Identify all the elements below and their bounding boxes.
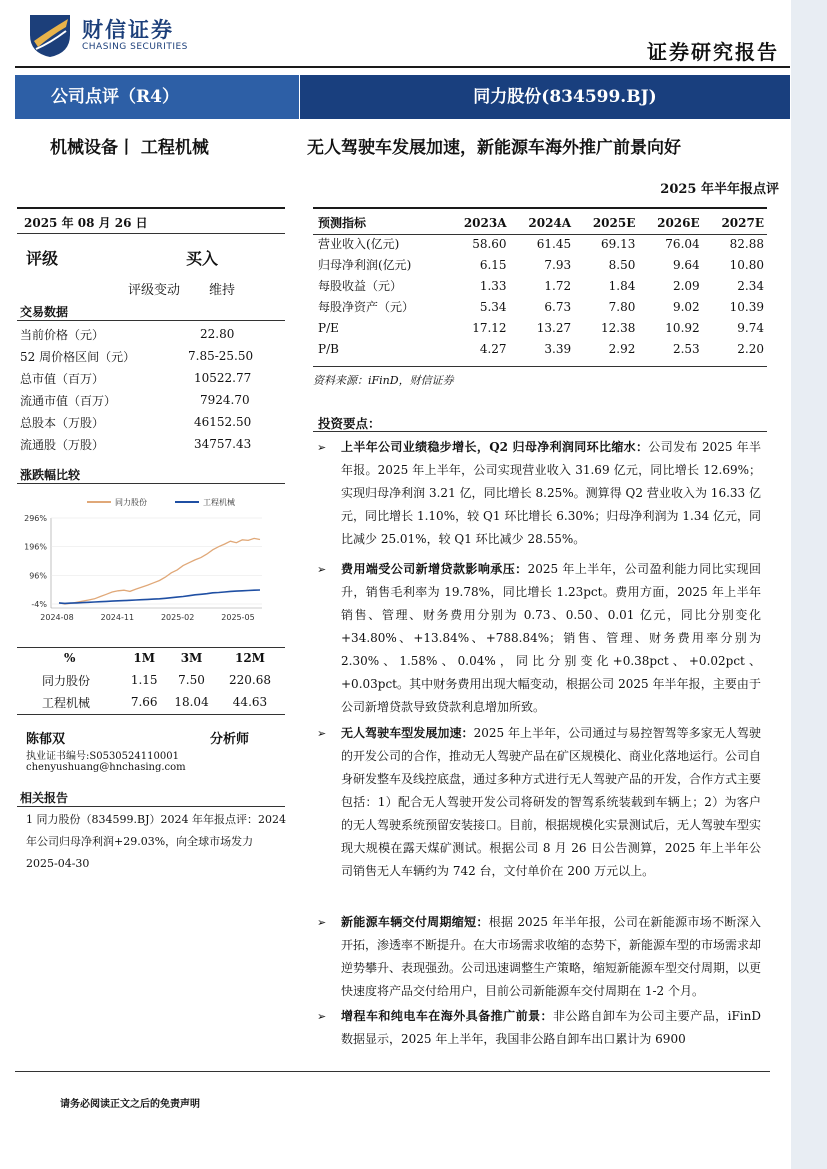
trade-value: 7.85-25.50 [188, 349, 254, 363]
trade-label: 52 周价格区间（元） [20, 350, 136, 364]
forecast-cell: 2.20 [737, 341, 764, 356]
point-paragraph [341, 911, 761, 1003]
point-heading: 新能源车辆交付周期缩短： [341, 915, 489, 929]
forecast-cell: 4.27 [479, 341, 507, 356]
perf-cell: 220.68 [228, 673, 271, 687]
point-heading: 费用端受公司新增贷款影响承压： [341, 562, 528, 576]
y-tick-label: 96% [29, 571, 47, 581]
perf-title: 涨跌幅比较 [20, 468, 81, 482]
trade-label: 当前价格（元） [20, 328, 105, 342]
forecast-header-cell: 2026E [657, 215, 700, 230]
points-title: 投资要点： [318, 416, 381, 431]
perf-cell: 同力股份 [42, 673, 91, 688]
perf-cell: 1.15 [130, 673, 158, 687]
bullet-arrow-icon: ➢ [317, 916, 327, 929]
point-body: 公司发布 2025 年半年报。2025 年上半年，公司实现营业收入 31.69 亿元，同比增长 12.69%；实现归母净利润 3.21 亿，同比增长 8.25%。测算得 Q2 营业收入为 16.33 亿元，同比增长 1.10%，较 Q1 环比增长 6.30%；归母净利润为 1.34 亿元，同比减少 25.01%，较 Q1 环比减少 28.55%。 [341, 440, 762, 546]
forecast-header-cell: 预测指标 [318, 216, 367, 230]
forecast-row [318, 254, 764, 275]
perf-cell: 工程机械 [42, 695, 91, 710]
forecast-header-cell: 2027E [721, 215, 764, 230]
y-tick-label: 296% [24, 514, 47, 523]
forecast-cell: 82.88 [729, 236, 764, 251]
industry-label: 机械设备丨 工程机械 [50, 138, 209, 158]
perf-cell: 7.50 [178, 673, 205, 687]
company-tag: 同力股份(834599.BJ) [473, 87, 657, 107]
trade-label: 流通市值（百万） [20, 394, 117, 408]
forecast-bottom-rule [313, 366, 767, 367]
legend-label: 工程机械 [203, 498, 235, 507]
trade-label: 总股本（万股） [20, 416, 105, 430]
forecast-cell: 6.73 [544, 299, 572, 314]
forecast-source: 资料来源：iFinD，财信证券 [313, 374, 454, 387]
footer-rule [15, 1071, 770, 1072]
y-tick-label: -4% [31, 600, 47, 609]
point-heading: 上半年公司业绩稳步增长，Q2 归母净利润同环比缩水： [341, 440, 649, 454]
left-top-rule [17, 207, 285, 209]
analyst-name: 陈郁双 [26, 732, 66, 747]
forecast-cell: 1.33 [479, 278, 507, 293]
forecast-row [318, 317, 764, 338]
x-tick-label: 2025-02 [160, 613, 195, 622]
point-item [313, 1005, 767, 1051]
trade-label: 流通股（万股） [20, 438, 105, 452]
forecast-row [318, 296, 764, 317]
rating-change-label: 评级变动 [128, 283, 181, 298]
point-paragraph [341, 1005, 761, 1051]
y-tick-label: 196% [24, 542, 47, 552]
perf-header-cell: % [64, 651, 76, 665]
point-body: 2025 年上半年，公司通过与易控智驾等多家无人驾驶的开发公司的合作，推动无人驾驶产品在矿区规模化、商业化落地运行。公司自身研发整车及线控底盘，通过多种方式进行无人驾驶产品的开发，合作方式主要包括：1）配合无人驾驶开发公司将研发的智驾系统装载到车辆上；2）为客户的无人驾驶系统预留安装接口。目前，根据规模化实景测试后，无人驾驶车型实现大规模在露天煤矿测试。根据公司 8 月 26 日公告测算，2025 年上半年公司销售无人车辆约为 742 台，文付单价在 200 万元以上。 [341, 726, 762, 878]
point-body: 2025 年上半年，公司盈利能力同比实现回升，销售毛利率为 19.78%，同比增长 1.23pct。费用方面，2025 年上半年销售、管理、财务费用分别为 0.73、0.50、0.01 亿元，同比分别变化+34.80%、+13.84%、+788.84%；销售、管理、财务费用率分别为 2.30%、1.58%、0.04%，同比分别变化+0.38pct、+0.02pct、+0.03pct。其中财务费用出现大幅变动，根据公司 2025 年半年报，主要由于公司新增贷款导致贷款利息增加所致。 [341, 562, 761, 714]
forecast-cell: 13.27 [536, 320, 572, 335]
perf-header-cell: 3M [180, 651, 203, 665]
analyst-role: 分析师 [210, 732, 250, 747]
forecast-cell: 76.04 [665, 236, 700, 251]
trade-row [20, 346, 260, 368]
related-title: 相关报告 [20, 791, 69, 805]
trade-row [20, 368, 260, 390]
header-rule [15, 66, 790, 68]
analyst-email[interactable]: chenyushuang@hnchasing.com [26, 762, 186, 773]
forecast-header-cell: 2023A [463, 215, 507, 230]
subtitle: 2025 年半年报点评 [660, 182, 779, 197]
forecast-row-label: 每股收益（元） [318, 279, 403, 293]
forecast-row [318, 275, 764, 296]
trade-rule [17, 320, 285, 321]
perf-header-cell: 1M [133, 651, 156, 665]
trade-data-title: 交易数据 [20, 305, 69, 319]
perf-table-bottom-rule [17, 714, 285, 715]
forecast-cell: 7.80 [608, 299, 636, 314]
related-report-link[interactable]: 1 同力股份（834599.BJ）2024 年年报点评：2024 年公司归母净利润+29.03%，向全球市场发力 2025-04-30 [26, 813, 286, 870]
forecast-row-label: 归母净利润(亿元) [318, 258, 412, 272]
forecast-cell: 1.84 [608, 278, 636, 293]
bullet-arrow-icon: ➢ [317, 563, 327, 576]
side-strip [791, 0, 827, 1169]
trade-row [20, 434, 260, 456]
performance-chart [17, 490, 272, 630]
bullet-arrow-icon: ➢ [317, 727, 327, 740]
logo-icon [26, 13, 74, 59]
forecast-cell: 1.72 [544, 278, 572, 293]
perf-rule [17, 483, 285, 484]
x-tick-label: 2025-05 [221, 613, 255, 622]
bullet-arrow-icon: ➢ [317, 1010, 327, 1023]
forecast-row-label: P/B [318, 341, 339, 356]
trade-value: 10522.77 [194, 371, 252, 385]
point-body: 根据 2025 年半年报，公司在新能源市场不断深入开拓，渗透率不断提升。在大市场需求收缩的态势下，新能源车型的市场需求却逆势攀升、表现强劲。公司迅速调整生产策略，缩短新能源车型交付周期，以更快速度将产品交付给用户，目前公司新能源车交付周期在 1-2 个月。 [341, 915, 762, 998]
perf-table [20, 647, 282, 713]
trade-value: 46152.50 [194, 415, 252, 429]
rating-label: 评级 [26, 249, 59, 268]
category-bar [15, 75, 299, 119]
forecast-row-label: 营业收入(亿元) [318, 237, 400, 251]
point-item [313, 722, 767, 883]
trade-data-table [20, 324, 260, 456]
forecast-cell: 7.93 [544, 257, 572, 272]
rating-change-value: 维持 [209, 283, 236, 298]
perf-cell: 7.66 [130, 695, 158, 709]
x-tick-label: 2024-08 [40, 613, 74, 622]
point-body: 非公路自卸车为公司主要产品，iFinD 数据显示，2025 年上半年，我国非公路自卸车出口累计为 6900 [341, 1009, 761, 1046]
forecast-cell: 58.60 [472, 236, 507, 251]
company-bar [300, 75, 790, 119]
forecast-cell: 3.39 [544, 341, 572, 356]
forecast-cell: 8.50 [608, 257, 636, 272]
point-heading: 增程车和纯电车在海外具备推广前景： [341, 1009, 554, 1023]
x-tick-label: 2024-11 [100, 613, 135, 622]
forecast-cell: 2.34 [737, 278, 764, 293]
forecast-cell: 10.80 [729, 257, 764, 272]
perf-table-header [20, 647, 282, 669]
point-item [313, 558, 767, 719]
forecast-row-label: P/E [318, 320, 339, 335]
forecast-header-cell: 2025E [592, 215, 636, 230]
perf-header-cell: 12M [234, 651, 265, 665]
forecast-cell: 17.12 [472, 320, 507, 335]
perf-table-row [20, 669, 282, 691]
rating-value: 买入 [186, 249, 219, 268]
series-line [59, 590, 260, 603]
perf-cell: 18.04 [174, 695, 209, 709]
forecast-cell: 6.15 [479, 257, 507, 272]
forecast-cell: 2.92 [608, 341, 636, 356]
forecast-cell: 2.53 [672, 341, 700, 356]
trade-value: 7924.70 [200, 393, 250, 407]
perf-table-row [20, 691, 282, 713]
footer-disclaimer: 请务必阅读正文之后的免责声明 [60, 1099, 200, 1110]
point-paragraph [341, 722, 761, 883]
forecast-cell: 12.38 [601, 320, 636, 335]
forecast-row [318, 233, 764, 254]
forecast-header-cell: 2024A [528, 215, 572, 230]
trade-value: 22.80 [200, 327, 235, 341]
brand-name-cn: 财信证券 [82, 18, 174, 42]
forecast-cell: 2.09 [672, 278, 700, 293]
report-date: 2025 年 08 月 26 日 [24, 216, 148, 230]
forecast-cell: 5.34 [479, 299, 507, 314]
forecast-cell: 9.74 [737, 320, 764, 335]
series-line [59, 538, 260, 604]
brand-logo [26, 13, 74, 59]
forecast-cell: 69.13 [601, 236, 636, 251]
forecast-top-rule [313, 207, 767, 209]
legend-label: 同力股份 [115, 498, 147, 507]
trade-label: 总市值（百万） [20, 372, 105, 386]
forecast-cell: 10.92 [665, 320, 700, 335]
trade-value: 34757.43 [194, 437, 252, 451]
related-rule [17, 806, 285, 807]
category-tag: 公司点评（R4） [51, 87, 179, 107]
point-item [313, 436, 767, 551]
forecast-row-label: 每股净资产（元） [318, 300, 415, 314]
forecast-cell: 9.64 [672, 257, 700, 272]
forecast-cell: 10.39 [729, 299, 764, 314]
points-rule [313, 431, 767, 432]
perf-cell: 44.63 [232, 695, 268, 709]
point-paragraph [341, 436, 761, 551]
point-item [313, 911, 767, 1003]
trade-row [20, 412, 260, 434]
date-rule [17, 233, 285, 234]
forecast-header-rule [313, 234, 767, 235]
trade-row [20, 324, 260, 346]
report-type: 证券研究报告 [647, 40, 779, 64]
point-paragraph [341, 558, 761, 719]
headline: 无人驾驶车发展加速，新能源车海外推广前景向好 [307, 138, 681, 158]
forecast-row [318, 338, 764, 359]
analyst-cert: 执业证书编号:S0530524110001 [26, 751, 179, 762]
forecast-header-row [318, 212, 764, 233]
bullet-arrow-icon: ➢ [317, 441, 327, 454]
forecast-cell: 61.45 [536, 236, 572, 251]
point-heading: 无人驾驶车型发展加速： [341, 726, 474, 740]
forecast-cell: 9.02 [672, 299, 700, 314]
brand-name-en: CHASING SECURITIES [82, 42, 188, 52]
trade-row [20, 390, 260, 412]
